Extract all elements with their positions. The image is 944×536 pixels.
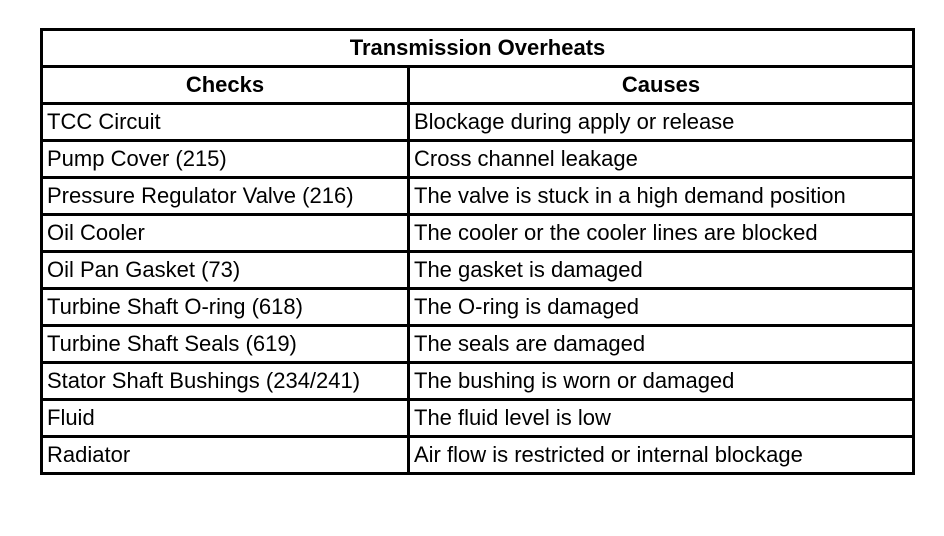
check-cell: Pressure Regulator Valve (216) (42, 178, 409, 215)
cause-cell: The gasket is damaged (409, 252, 914, 289)
table-row (42, 326, 914, 363)
cause-cell: Cross channel leakage (409, 141, 914, 178)
table-row (42, 215, 914, 252)
cause-cell: The bushing is worn or damaged (409, 363, 914, 400)
check-cell: Turbine Shaft O-ring (618) (42, 289, 409, 326)
cause-cell: The cooler or the cooler lines are blocked (409, 215, 914, 252)
table-title: Transmission Overheats (42, 30, 914, 67)
check-cell: Fluid (42, 400, 409, 437)
table-row (42, 141, 914, 178)
cause-cell: Blockage during apply or release (409, 104, 914, 141)
cause-cell: The seals are damaged (409, 326, 914, 363)
check-cell: Oil Pan Gasket (73) (42, 252, 409, 289)
cause-cell: The O-ring is damaged (409, 289, 914, 326)
table-row (42, 363, 914, 400)
table-row (42, 400, 914, 437)
cause-cell: The valve is stuck in a high demand position (409, 178, 914, 215)
title-row (42, 30, 914, 67)
check-cell: Stator Shaft Bushings (234/241) (42, 363, 409, 400)
column-header-causes: Causes (409, 67, 914, 104)
cause-cell: The fluid level is low (409, 400, 914, 437)
diagnosis-table (40, 28, 915, 475)
table-row (42, 437, 914, 474)
cause-cell: Air flow is restricted or internal blockage (409, 437, 914, 474)
check-cell: TCC Circuit (42, 104, 409, 141)
check-cell: Oil Cooler (42, 215, 409, 252)
header-row (42, 67, 914, 104)
table-row (42, 252, 914, 289)
check-cell: Radiator (42, 437, 409, 474)
column-header-checks: Checks (42, 67, 409, 104)
table-row (42, 104, 914, 141)
check-cell: Pump Cover (215) (42, 141, 409, 178)
table-row (42, 178, 914, 215)
check-cell: Turbine Shaft Seals (619) (42, 326, 409, 363)
table-row (42, 289, 914, 326)
